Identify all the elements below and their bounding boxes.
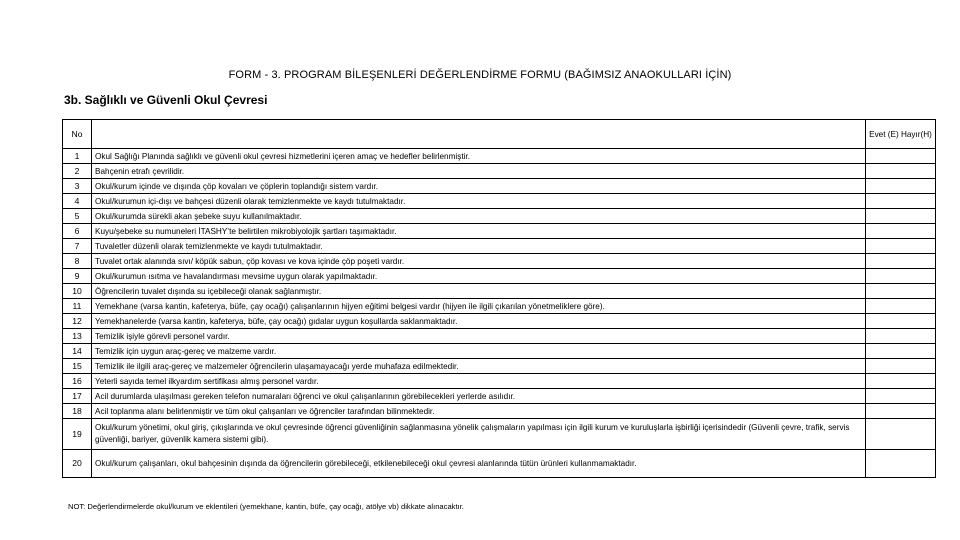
criterion-text: Okul/kurumun ısıtma ve havalandırması mevsime uygun olarak yapılmaktadır. bbox=[92, 269, 866, 284]
table-row bbox=[63, 299, 936, 314]
table-row bbox=[63, 209, 936, 224]
answer-cell[interactable] bbox=[866, 359, 936, 374]
answer-cell[interactable] bbox=[866, 284, 936, 299]
row-number: 7 bbox=[63, 239, 92, 254]
criterion-text: Yemekhane (varsa kantin, kafeterya, büfe, çay ocağı) çalışanlarının hijyen eğitimi belgesi vardır (hijyen ile ilgili çıkarılan yönetmeliklere göre). bbox=[92, 299, 866, 314]
table-row bbox=[63, 314, 936, 329]
row-number: 19 bbox=[63, 419, 92, 450]
row-number: 5 bbox=[63, 209, 92, 224]
row-number: 12 bbox=[63, 314, 92, 329]
footnote: NOT: Değerlendirmelerde okul/kurum ve eklentileri (yemekhane, kantin, büfe, çay ocağı, atölye vb) dikkate alınacaktır. bbox=[68, 502, 464, 511]
header-answer: Evet (E) Hayır(H) bbox=[866, 120, 936, 149]
table-row bbox=[63, 329, 936, 344]
criterion-text: Acil durumlarda ulaşılması gereken telefon numaraları öğrenci ve okul çalışanlarının görebilecekleri yerlerde asılıdır. bbox=[92, 389, 866, 404]
answer-cell[interactable] bbox=[866, 269, 936, 284]
table-row bbox=[63, 284, 936, 299]
table-row bbox=[63, 419, 936, 450]
section-subtitle: 3b. Sağlıklı ve Güvenli Okul Çevresi bbox=[64, 93, 268, 107]
criterion-text: Okul/kurum yönetimi, okul giriş, çıkışlarında ve okul çevresinde öğrenci güvenliğinin sağlanmasına yönelik çalışmaların yapılması için ilgili kurum ve kuruluşlarla işbirliği içerisindedir (Güvenli çevre, trafik, servis güvenliği, bariyer, güvenlik kamera sistemi gibi). bbox=[92, 419, 866, 450]
table-row bbox=[63, 359, 936, 374]
criterion-text: Okul/kurumda sürekli akan şebeke suyu kullanılmaktadır. bbox=[92, 209, 866, 224]
row-number: 8 bbox=[63, 254, 92, 269]
row-number: 4 bbox=[63, 194, 92, 209]
table-row bbox=[63, 269, 936, 284]
row-number: 10 bbox=[63, 284, 92, 299]
answer-cell[interactable] bbox=[866, 419, 936, 450]
row-number: 11 bbox=[63, 299, 92, 314]
criterion-text: Acil toplanma alanı belirlenmiştir ve tüm okul çalışanları ve öğrenciler tarafından bilinmektedir. bbox=[92, 404, 866, 419]
row-number: 6 bbox=[63, 224, 92, 239]
answer-cell[interactable] bbox=[866, 239, 936, 254]
table-row bbox=[63, 374, 936, 389]
table-row bbox=[63, 389, 936, 404]
row-number: 14 bbox=[63, 344, 92, 359]
criterion-text: Tuvalet ortak alanında sıvı/ köpük sabun, çöp kovası ve kova içinde çöp poşeti vardır. bbox=[92, 254, 866, 269]
criterion-text: Temizlik için uygun araç-gereç ve malzeme vardır. bbox=[92, 344, 866, 359]
answer-cell[interactable] bbox=[866, 314, 936, 329]
table-row bbox=[63, 344, 936, 359]
answer-cell[interactable] bbox=[866, 450, 936, 478]
answer-cell[interactable] bbox=[866, 389, 936, 404]
row-number: 1 bbox=[63, 149, 92, 164]
criterion-text: Bahçenin etrafı çevrilidir. bbox=[92, 164, 866, 179]
table-row bbox=[63, 164, 936, 179]
row-number: 20 bbox=[63, 450, 92, 478]
evaluation-table bbox=[62, 119, 936, 478]
row-number: 3 bbox=[63, 179, 92, 194]
form-title: FORM - 3. PROGRAM BİLEŞENLERİ DEĞERLENDİRME FORMU (BAĞIMSIZ ANAOKULLARI İÇİN) bbox=[228, 69, 732, 81]
criterion-text: Yeterli sayıda temel ilkyardım sertifikası almış personel vardır. bbox=[92, 374, 866, 389]
criterion-text: Okul Sağlığı Planında sağlıklı ve güvenli okul çevresi hizmetlerini içeren amaç ve hedefler belirlenmiştir. bbox=[92, 149, 866, 164]
table-row bbox=[63, 149, 936, 164]
table-row bbox=[63, 239, 936, 254]
header-no: No bbox=[63, 120, 92, 149]
criterion-text: Tuvaletler düzenli olarak temizlenmekte ve kaydı tutulmaktadır. bbox=[92, 239, 866, 254]
table-row bbox=[63, 194, 936, 209]
table-header-row bbox=[63, 120, 936, 149]
answer-cell[interactable] bbox=[866, 299, 936, 314]
table-row bbox=[63, 254, 936, 269]
answer-cell[interactable] bbox=[866, 404, 936, 419]
answer-cell[interactable] bbox=[866, 374, 936, 389]
header-criteria bbox=[92, 120, 866, 149]
row-number: 2 bbox=[63, 164, 92, 179]
criterion-text: Kuyu/şebeke su numuneleri İTASHY’te belirtilen mikrobiyolojik şartları taşımaktadır. bbox=[92, 224, 866, 239]
criterion-text: Temizlik işiyle görevli personel vardır. bbox=[92, 329, 866, 344]
answer-cell[interactable] bbox=[866, 224, 936, 239]
answer-cell[interactable] bbox=[866, 179, 936, 194]
row-number: 15 bbox=[63, 359, 92, 374]
answer-cell[interactable] bbox=[866, 254, 936, 269]
row-number: 16 bbox=[63, 374, 92, 389]
criterion-text: Yemekhanelerde (varsa kantin, kafeterya, büfe, çay ocağı) gıdalar uygun koşullarda saklanmaktadır. bbox=[92, 314, 866, 329]
row-number: 9 bbox=[63, 269, 92, 284]
criterion-text: Temizlik ile ilgili araç-gereç ve malzemeler öğrencilerin ulaşamayacağı yerde muhafaza edilmektedir. bbox=[92, 359, 866, 374]
answer-cell[interactable] bbox=[866, 209, 936, 224]
answer-cell[interactable] bbox=[866, 344, 936, 359]
criterion-text: Okul/kurum içinde ve dışında çöp kovaları ve çöplerin toplandığı sistem vardır. bbox=[92, 179, 866, 194]
table-row bbox=[63, 404, 936, 419]
answer-cell[interactable] bbox=[866, 329, 936, 344]
table-row bbox=[63, 224, 936, 239]
row-number: 17 bbox=[63, 389, 92, 404]
table-row bbox=[63, 179, 936, 194]
row-number: 18 bbox=[63, 404, 92, 419]
answer-cell[interactable] bbox=[866, 149, 936, 164]
answer-cell[interactable] bbox=[866, 164, 936, 179]
criterion-text: Öğrencilerin tuvalet dışında su içebileceği olanak sağlanmıştır. bbox=[92, 284, 866, 299]
row-number: 13 bbox=[63, 329, 92, 344]
answer-cell[interactable] bbox=[866, 194, 936, 209]
table-row bbox=[63, 450, 936, 478]
criterion-text: Okul/kurumun içi-dışı ve bahçesi düzenli olarak temizlenmekte ve kaydı tutulmaktadır. bbox=[92, 194, 866, 209]
criterion-text: Okul/kurum çalışanları, okul bahçesinin dışında da öğrencilerin görebileceği, etkilenebileceği okul çevresi alanlarında tütün ürünleri kullanmamaktadır. bbox=[92, 450, 866, 478]
